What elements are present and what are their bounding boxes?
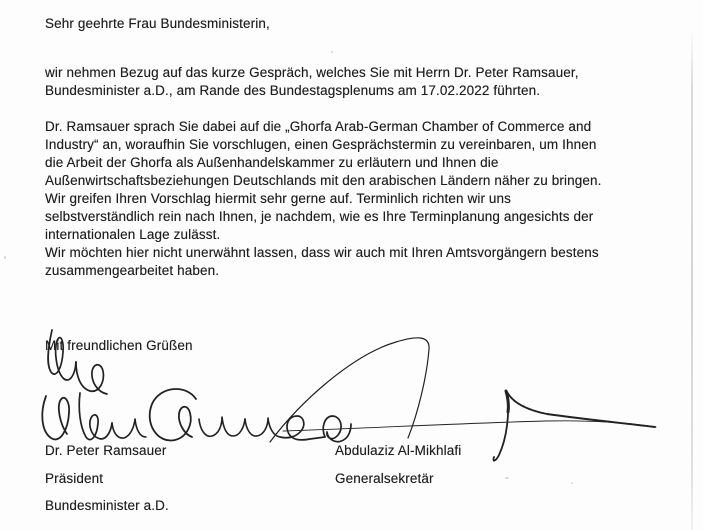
signer-left-name: Dr. Peter Ramsauer bbox=[45, 443, 167, 458]
salutation: Sehr geehrte Frau Bundesministerin, bbox=[45, 16, 270, 31]
scan-speck bbox=[4, 256, 6, 259]
scan-speck bbox=[571, 482, 573, 484]
signer-right-title: Generalsekretär bbox=[335, 471, 434, 486]
scan-speck bbox=[505, 477, 509, 479]
signer-left-title: Präsident bbox=[45, 471, 104, 486]
scan-speck bbox=[331, 51, 333, 53]
paragraph2-line: Industry“ an, woraufhin Sie vorschlugen, einen Gesprächstermin zu vereinbaren, um Ihnen bbox=[45, 137, 597, 152]
paragraph2-line: zusammengearbeitet haben. bbox=[45, 263, 220, 278]
signer-right-name: Abdulaziz Al-Mikhlafi bbox=[335, 443, 462, 458]
closing-phrase: Mit freundlichen Grüßen bbox=[45, 338, 193, 353]
paragraph2-line: selbstverständlich rein nach Ihnen, je nachdem, wie es Ihre Terminplanung angesichts der bbox=[45, 209, 594, 224]
paragraph2-line: die Arbeit der Ghorfa als Außenhandelskammer zu erläutern und Ihnen die bbox=[45, 155, 499, 170]
paragraph2-line: internationalen Lage zulässt. bbox=[45, 227, 221, 242]
paragraph2-line: Wir möchten hier nicht unerwähnt lassen, dass wir auch mit Ihren Amtsvorgängern bestens bbox=[45, 245, 599, 260]
almikhlafi-signature-drawing bbox=[270, 338, 656, 461]
paragraph2-line: Dr. Ramsauer sprach Sie dabei auf die „Ghorfa Arab-German Chamber of Commerce and bbox=[45, 119, 592, 134]
paragraph2-line: Außenwirtschaftsbeziehungen Deutschlands mit den arabischen Ländern näher zu bringen. bbox=[45, 173, 602, 188]
paragraph1-line: Bundesminister a.D., am Rande des Bundestagsplenums am 17.02.2022 führten. bbox=[45, 83, 541, 98]
paragraph1-line: wir nehmen Bezug auf das kurze Gespräch, welches Sie mit Herrn Dr. Peter Ramsauer, bbox=[45, 65, 579, 80]
signer-left-title: Bundesminister a.D. bbox=[45, 498, 169, 513]
scan-artifact-line bbox=[691, 28, 693, 530]
paragraph2-line: Wir greifen Ihren Vorschlag hiermit sehr gerne auf. Terminlich richten wir uns bbox=[45, 191, 512, 206]
